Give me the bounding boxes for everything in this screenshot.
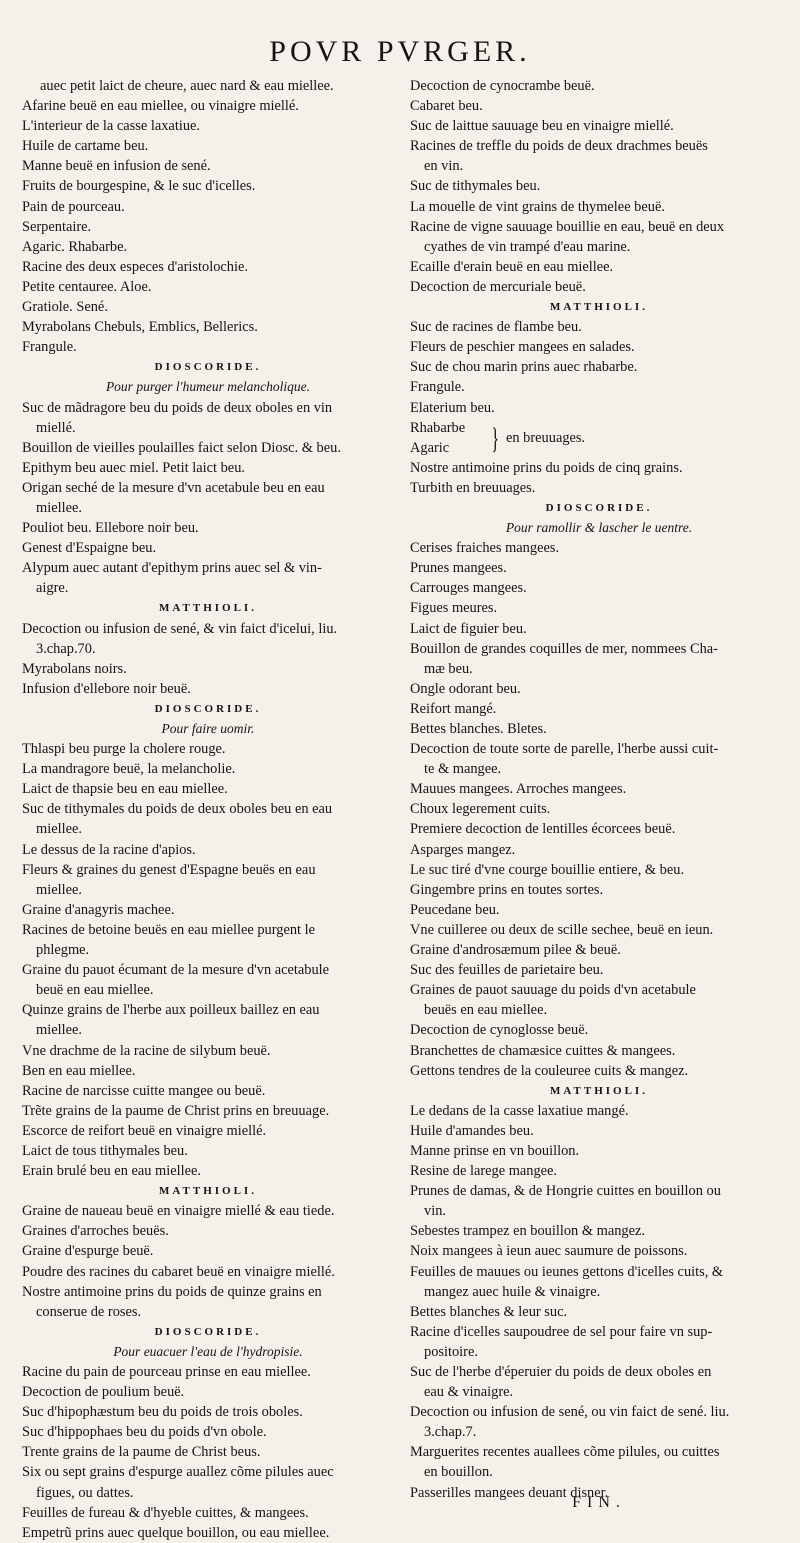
text-line: Poudre des racines du cabaret beuë en vinaigre miellé. — [22, 1263, 335, 1280]
text-line: Manne prinse en vn bouillon. — [410, 1142, 580, 1159]
text-line: Erain brulé beu en eau miellee. — [22, 1163, 201, 1180]
text-line: Suc de mãdragore beu du poids de deux oboles en vin — [22, 399, 333, 416]
text-line: Graines d'arroches beuës. — [22, 1223, 169, 1240]
right-column-bottom — [410, 458, 788, 1503]
text-line: Choux legerement cuits. — [410, 801, 551, 818]
text-line: Ongle odorant beu. — [410, 680, 521, 697]
text-line: Graine de naueau beuë en vinaigre miellé & eau tiede. — [22, 1203, 335, 1220]
text-line-continuation: beuës en eau miellee. — [424, 1002, 548, 1019]
text-line-continuation: miellee. — [36, 881, 82, 898]
text-line: Gratiole. Sené. — [22, 299, 108, 316]
text-line: Fleurs & graines du genest d'Espagne beuës en eau — [22, 861, 316, 878]
text-line: Manne beuë en infusion de sené. — [22, 158, 211, 175]
text-line: Decoction de poulium beuë. — [22, 1384, 185, 1401]
text-line: La mandragore beuë, la melancholie. — [22, 761, 236, 778]
text-line: auec petit laict de cheure, auec nard & eau miellee. — [40, 78, 334, 94]
text-line: Pain de pourceau. — [22, 198, 125, 215]
text-line: Ben en eau miellee. — [22, 1062, 136, 1079]
text-line: Petite centauree. Aloe. — [22, 278, 152, 295]
section-heading: DIOSCORIDE. — [545, 501, 653, 514]
text-line: Vne drachme de la racine de silybum beuë. — [22, 1042, 271, 1059]
text-line: Pouliot beu. Ellebore noir beu. — [22, 520, 199, 537]
text-line-continuation: phlegme. — [36, 942, 90, 959]
right-column — [410, 76, 788, 1503]
section-heading: DIOSCORIDE. — [154, 361, 262, 374]
text-line: Racine de narcisse cuitte mangee ou beuë. — [22, 1082, 266, 1099]
section-heading: MATTHIOLI. — [550, 1084, 648, 1097]
page-header: POVR PVRGER. — [269, 35, 531, 68]
brace-group — [410, 418, 788, 458]
text-line: Huile d'amandes beu. — [410, 1122, 534, 1139]
text-line-continuation: beuë en eau miellee. — [36, 982, 154, 999]
text-line: Mauues mangees. Arroches mangees. — [410, 781, 627, 798]
text-line: Graine d'androsæmum pilee & beuë. — [410, 942, 621, 959]
brace-item-rhabarbe: Rhabarbe — [410, 419, 466, 436]
section-subtitle: Pour faire uomir. — [161, 721, 255, 736]
text-line-continuation: 3.chap.70. — [36, 640, 96, 657]
text-line: Prunes mangees. — [410, 560, 507, 577]
text-line: L'interieur de la casse laxatiue. — [22, 118, 200, 135]
text-line-continuation: miellee. — [36, 821, 82, 838]
text-line: Origan seché de la mesure d'vn acetabule beu en eau — [22, 479, 325, 496]
text-line: La mouelle de vint grains de thymelee beuë. — [410, 198, 665, 215]
text-line-continuation: miellee. — [36, 499, 82, 516]
brace-item-agaric: Agaric — [410, 439, 450, 456]
text-line: Suc de chou marin prins auec rhabarbe. — [410, 359, 638, 376]
text-line: Le suc tiré d'vne courge bouillie entiere, & beu. — [410, 861, 685, 878]
text-line: Trente grains de la paume de Christ beus. — [22, 1444, 261, 1461]
text-line: Racine des deux especes d'aristolochie. — [22, 258, 248, 275]
text-line: Carrouges mangees. — [410, 580, 527, 597]
text-line-continuation: eau & vinaigre. — [424, 1384, 514, 1401]
brace-icon: } — [491, 421, 500, 455]
text-line-continuation: cyathes de vin trampé d'eau marine. — [424, 238, 631, 255]
text-line-continuation: en vin. — [424, 158, 464, 175]
text-line: Decoction ou infusion de sené, ou vin faict de sené. liu. — [410, 1404, 730, 1421]
text-line: Premiere decoction de lentilles écorcees beuë. — [410, 821, 676, 838]
text-line: Bettes blanches & leur suc. — [410, 1303, 568, 1320]
text-line: Le dedans de la casse laxatiue mangé. — [410, 1102, 629, 1119]
text-line: Laict de thapsie beu en eau miellee. — [22, 781, 228, 798]
text-line-continuation: conserue de roses. — [36, 1303, 142, 1320]
left-column — [22, 76, 394, 1543]
text-line-continuation: positoire. — [424, 1343, 478, 1360]
text-line: Bettes blanches. Bletes. — [410, 721, 547, 737]
text-line: Suc de l'herbe d'éperuier du poids de deux oboles en — [410, 1364, 712, 1380]
text-line: Frangule. — [410, 379, 465, 396]
text-line: Fruits de bourgespine, & le suc d'icelles. — [22, 178, 256, 195]
text-line: Nostre antimoine prins du poids de quinze grains en — [22, 1283, 322, 1300]
text-line: Thlaspi beu purge la cholere rouge. — [22, 741, 226, 758]
text-line: Huile de cartame beu. — [22, 138, 149, 155]
text-line: Sebestes trampez en bouillon & mangez. — [410, 1223, 645, 1240]
text-line-continuation: miellé. — [36, 419, 76, 436]
text-line: Cerises fraiches mangees. — [410, 540, 560, 557]
text-line: Myrabolans Chebuls, Emblics, Bellerics. — [22, 319, 258, 336]
section-subtitle: Pour ramollir & lascher le uentre. — [505, 520, 693, 536]
text-line: Turbith en breuuages. — [410, 479, 536, 496]
text-line: Graine d'anagyris machee. — [22, 901, 175, 918]
text-line: Cabaret beu. — [410, 98, 483, 115]
text-line: Le dessus de la racine d'apios. — [22, 841, 196, 858]
text-line: Bouillon de grandes coquilles de mer, nommees Cha- — [410, 640, 718, 657]
text-line: Decoction de toute sorte de parelle, l'herbe aussi cuit- — [410, 741, 719, 758]
text-line: Graine du pauot écumant de la mesure d'vn acetabule — [22, 962, 330, 979]
text-line: Agaric. Rhabarbe. — [22, 238, 128, 255]
text-line-continuation: te & mangee. — [424, 761, 502, 778]
text-line: Epithym beu auec miel. Petit laict beu. — [22, 459, 245, 476]
text-line: Nostre antimoine prins du poids de cinq grains. — [410, 459, 683, 476]
text-line: Reifort mangé. — [410, 700, 497, 717]
text-line: Feuilles de mauues ou ieunes gettons d'icelles cuits, & — [410, 1263, 724, 1280]
text-line-continuation: en bouillon. — [424, 1464, 493, 1481]
text-line: Resine de larege mangee. — [410, 1163, 558, 1180]
text-line: Racine d'icelles saupoudree de sel pour faire vn sup- — [410, 1323, 713, 1340]
text-line: Elaterium beu. — [410, 399, 495, 416]
section-heading: DIOSCORIDE. — [154, 1325, 262, 1338]
text-line: Suc des feuilles de parietaire beu. — [410, 962, 604, 979]
text-line-continuation: aigre. — [36, 580, 69, 597]
text-line: Racines de treffle du poids de deux drachmes beuës — [410, 138, 708, 155]
text-line-continuation: figues, ou dattes. — [36, 1484, 134, 1501]
text-line: Peucedane beu. — [410, 901, 500, 918]
text-line: Genest d'Espaigne beu. — [22, 540, 157, 557]
text-line: Marguerites recentes auallees cõme pilules, ou cuittes — [410, 1444, 720, 1461]
text-line: Afarine beuë en eau miellee, ou vinaigre miellé. — [22, 98, 299, 115]
text-line: Suc de tithymales du poids de deux oboles beu en eau — [22, 801, 333, 818]
text-line: Fleurs de peschier mangees en salades. — [410, 339, 635, 356]
section-heading: MATTHIOLI. — [550, 301, 648, 314]
text-line-continuation: mæ beu. — [424, 660, 473, 677]
text-line-continuation: vin. — [424, 1203, 446, 1220]
text-line: Asparges mangez. — [410, 841, 516, 858]
text-line: Decoction de cynocrambe beuë. — [410, 78, 595, 94]
text-line: Figues meures. — [410, 600, 498, 617]
text-line: Decoction de cynoglosse beuë. — [410, 1022, 589, 1039]
text-line: Prunes de damas, & de Hongrie cuittes en bouillon ou — [410, 1183, 721, 1200]
text-line: Racine du pain de pourceau prinse en eau miellee. — [22, 1364, 311, 1380]
text-line: Empetrũ prins auec quelque bouillon, ou eau miellee. — [22, 1524, 330, 1541]
end-mark: FIN. — [572, 1494, 626, 1511]
text-line: Racine de vigne sauuage bouillie en eau, beuë en deux — [410, 218, 725, 235]
right-column-top — [410, 76, 788, 418]
text-line-continuation: miellee. — [36, 1022, 82, 1039]
text-line: Branchettes de chamæsice cuittes & mangees. — [410, 1042, 676, 1059]
text-line-continuation: 3.chap.7. — [424, 1424, 477, 1441]
text-line: Decoction de mercuriale beuë. — [410, 278, 586, 295]
section-heading: MATTHIOLI. — [159, 1185, 257, 1198]
text-line: Graine d'espurge beuë. — [22, 1243, 154, 1260]
text-line: Myrabolans noirs. — [22, 660, 127, 677]
section-heading: MATTHIOLI. — [159, 602, 257, 615]
text-line: Six ou sept grains d'espurge auallez cõme pilules auec — [22, 1464, 334, 1481]
text-line: Quinze grains de l'herbe aux poilleux baillez en eau — [22, 1002, 320, 1019]
text-line: Suc de racines de flambe beu. — [410, 319, 582, 336]
text-line: Noix mangees à ieun auec saumure de poissons. — [410, 1243, 688, 1260]
text-line: Frangule. — [22, 339, 77, 356]
section-subtitle: Pour euacuer l'eau de l'hydropisie. — [113, 1343, 303, 1359]
text-line-continuation: mangez auec huile & vinaigre. — [424, 1283, 601, 1300]
section-heading: DIOSCORIDE. — [154, 702, 262, 715]
text-line: Bouillon de vieilles poulailles faict selon Diosc. & beu. — [22, 439, 341, 456]
text-line: Alypum auec autant d'epithym prins auec sel & vin- — [22, 560, 322, 577]
brace-text: en breuuages. — [506, 429, 586, 446]
text-line: Decoction ou infusion de sené, & vin faict d'icelui, liu. — [22, 620, 338, 637]
text-line: Ecaille d'erain beuë en eau miellee. — [410, 258, 614, 275]
text-line: Gettons tendres de la couleuree cuits & mangez. — [410, 1062, 689, 1079]
text-line: Laict de tous tithymales beu. — [22, 1142, 188, 1159]
text-line: Racines de betoine beuës en eau miellee purgent le — [22, 921, 316, 938]
text-line: Gingembre prins en toutes sortes. — [410, 881, 604, 898]
text-line: Serpentaire. — [22, 218, 92, 235]
text-line: Suc de laittue sauuage beu en vinaigre miellé. — [410, 118, 674, 135]
text-line: Passerilles mangees deuant disner. — [410, 1484, 609, 1501]
text-line: Suc de tithymales beu. — [410, 178, 541, 195]
text-line: Laict de figuier beu. — [410, 620, 527, 637]
text-line: Graines de pauot sauuage du poids d'vn acetabule — [410, 982, 696, 999]
text-line: Feuilles de fureau & d'hyeble cuittes, & mangees. — [22, 1504, 309, 1521]
text-line: Infusion d'ellebore noir beuë. — [22, 680, 191, 697]
text-line: Vne cuilleree ou deux de scille sechee, beuë en ieun. — [410, 921, 714, 938]
text-line: Suc d'hipophæstum beu du poids de trois oboles. — [22, 1404, 303, 1421]
text-line: Trẽte grains de la paume de Christ prins en breuuage. — [22, 1102, 330, 1119]
section-subtitle: Pour purger l'humeur melancholique. — [105, 379, 311, 395]
text-line: Escorce de reifort beuë en vinaigre miellé. — [22, 1122, 267, 1139]
text-line: Suc d'hippophaes beu du poids d'vn obole. — [22, 1424, 267, 1441]
